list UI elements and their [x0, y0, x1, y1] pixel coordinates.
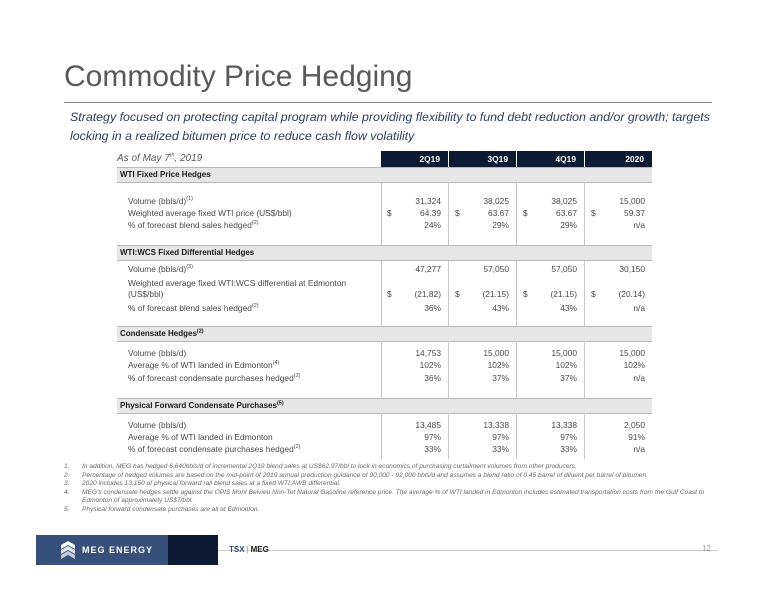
table-cell: n/a [633, 444, 645, 454]
column-header-2020: 2020 [585, 151, 652, 167]
as-of-date: As of May 7th, 2019 [117, 152, 203, 164]
table-cell: 64.39 [420, 208, 441, 218]
table-cell: 15,000 [483, 348, 509, 358]
table-cell: (21.82) [414, 289, 441, 299]
table-cell: 97% [492, 432, 509, 442]
table-cell: (20.14) [618, 289, 645, 299]
table-cell: 63.67 [488, 208, 509, 218]
table-cell: (21.15) [482, 289, 509, 299]
row-label: Average % of WTI landed in Edmonton$^{(4)}$ [128, 360, 280, 370]
currency-symbol: $ [387, 208, 392, 218]
table-cell: 30,150 [619, 264, 645, 274]
section-wti-wcs-differential: WTI:WCS Fixed Differential Hedges [120, 248, 255, 257]
table-cell: n/a [633, 303, 645, 313]
row-label: % of forecast condensate purchases hedged$^{(2)}$ [128, 373, 301, 383]
table-cell: 37% [560, 373, 577, 383]
currency-symbol: $ [387, 289, 392, 299]
table-cell: 102% [487, 360, 509, 370]
table-cell: 57,050 [483, 264, 509, 274]
table-cell: 102% [623, 360, 645, 370]
row-label: Volume (bbls/d) [128, 420, 187, 430]
footnote: 5. Physical forward condensate purchases are all at Edmonton. [64, 505, 260, 513]
table-cell: 97% [424, 432, 441, 442]
meg-logo-icon [60, 540, 76, 560]
page-title: Commodity Price Hedging [64, 60, 413, 93]
row-label: Average % of WTI landed in Edmonton [128, 432, 273, 442]
company-logo-text: MEG ENERGY [82, 545, 154, 555]
table-cell: (21.15) [550, 289, 577, 299]
table-cell: 29% [492, 220, 509, 230]
footnote: 2. Percentage of hedged volumes are based on the mid-point of 2019 annual production guidance of 90,000 - 92,000 bbls/d and assumes a blend ratio of 0.45 barrel of diluent per barrel of bitumen. [64, 471, 648, 479]
table-cell: n/a [633, 220, 645, 230]
table-cell: 2,050 [624, 420, 645, 430]
row-label: Volume (bbls/d)$^{(1)}$ [128, 196, 193, 206]
page-subtitle: Strategy focused on protecting capital program while providing flexibility to fund debt reduction and/or growth; targets locking in a realized bitumen price to reduce cash flow volatility [70, 110, 710, 143]
table-cell: 33% [560, 444, 577, 454]
currency-symbol: $ [591, 289, 596, 299]
currency-symbol: $ [591, 208, 596, 218]
section-condensate-hedges: Condensate Hedges$^{(2)}$ [120, 328, 204, 338]
footnote: 1. In addition, MEG has hedged 6,640bbls/d of incremental 2Q19 blend sales at US$62.97/bbl to lock in economics of purchasing curtailment volumes from other producers. [64, 463, 577, 470]
table-cell: 36% [424, 373, 441, 383]
table-cell: 102% [555, 360, 577, 370]
currency-symbol: $ [455, 208, 460, 218]
title-divider [64, 102, 712, 103]
row-label: % of forecast blend sales hedged$^{(2)}$ [128, 303, 259, 313]
table-cell: 63.67 [556, 208, 577, 218]
table-cell: 36% [424, 303, 441, 313]
stock-ticker: TSX | MEG [229, 545, 269, 554]
table-cell: 14,753 [415, 348, 441, 358]
currency-symbol: $ [523, 289, 528, 299]
table-cell: 38,025 [483, 196, 509, 206]
table-cell: 102% [419, 360, 441, 370]
table-cell: 13,338 [483, 420, 509, 430]
column-header-3q19: 3Q19 [449, 151, 516, 167]
table-cell: 43% [560, 303, 577, 313]
table-cell: 13,338 [551, 420, 577, 430]
table-cell: 31,324 [415, 196, 441, 206]
currency-symbol: $ [523, 208, 528, 218]
row-label: Weighted average fixed WTI price (US$/bbl) [128, 208, 292, 218]
table-cell: 47,277 [415, 264, 441, 274]
footnote: 3. 2020 includes 13,150 of physical forward rail blend sales at a fixed WTI:AWB differential. [64, 480, 341, 488]
footnotes [64, 463, 714, 515]
table-cell: 15,000 [619, 196, 645, 206]
table-cell: n/a [633, 373, 645, 383]
row-label: Weighted average fixed WTI:WCS differential at Edmonton [128, 278, 347, 288]
row-label: % of forecast condensate purchases hedged$^{(2)}$ [128, 444, 301, 454]
footer-divider [218, 550, 718, 551]
table-cell: 37% [492, 373, 509, 383]
table-cell: 24% [424, 220, 441, 230]
footer-accent-bar [168, 535, 218, 565]
currency-symbol: $ [455, 289, 460, 299]
table-cell: 43% [492, 303, 509, 313]
table-cell: 13,485 [415, 420, 441, 430]
row-label: Volume (bbls/d)$^{(3)}$ [128, 264, 193, 274]
table-cell: 91% [628, 432, 645, 442]
column-header-4q19: 4Q19 [517, 151, 584, 167]
table-cell: 33% [424, 444, 441, 454]
row-label: (US$/bbl) [128, 289, 164, 299]
table-cell: 38,025 [551, 196, 577, 206]
table-cell: 15,000 [619, 348, 645, 358]
table-cell: 33% [492, 444, 509, 454]
row-label: Volume (bbls/d) [128, 348, 187, 358]
footnote: 4. MEG’s condensate hedges settle against the OPIS Mont Belvieu Non-Tet Natural Gasoline reference price. The average % of WTI landed in Edmonton includes estimated transportation costs from the Gulf Coast to Edmonton of approximately US$7/bbl. [64, 488, 705, 505]
table-cell: 57,050 [551, 264, 577, 274]
page-number: 12 [702, 544, 711, 553]
section-physical-forward-condensate: Physical Forward Condensate Purchases$^{(5)}$ [120, 400, 284, 410]
row-label: % of forecast blend sales hedged$^{(2)}$ [128, 220, 259, 230]
table-cell: 59.37 [624, 208, 645, 218]
table-cell: 15,000 [551, 348, 577, 358]
section-wti-fixed-price: WTI Fixed Price Hedges [120, 170, 211, 179]
column-header-2q19: 2Q19 [381, 151, 448, 167]
table-cell: 97% [560, 432, 577, 442]
table-cell: 29% [560, 220, 577, 230]
